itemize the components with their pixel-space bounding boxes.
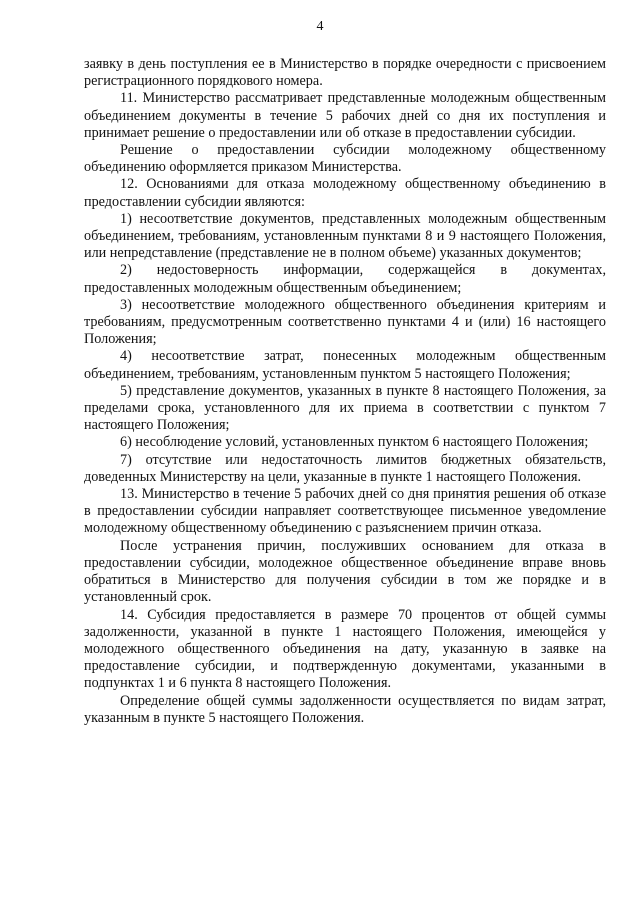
page-number: 4 xyxy=(316,19,324,34)
paragraph-item-13: 13. Министерство в течение 5 рабочих дней со дня принятия решения об отказе в предоставлении субсидии направляет соответствующее письменное уведомление молодежному общественному объединению с разъяснением причин отказа. xyxy=(84,486,606,537)
list-item-4: 4) несоответствие затрат, понесенных молодежным общественным объединением, требованиям, установленным пунктом 5 настоящего Положения; xyxy=(84,348,606,382)
paragraph-item-12: 12. Основаниями для отказа молодежному общественному объединению в предоставлении субсидии являются: xyxy=(84,176,606,210)
list-item-3: 3) несоответствие молодежного общественного объединения критериям и требованиям, предусмотренным соответственно пунктами 4 и (или) 16 настоящего Положения; xyxy=(84,296,606,348)
document-body xyxy=(84,56,606,727)
paragraph-continuation: заявку в день поступления ее в Министерство в порядке очередности с присвоением регистрационного порядкового номера. xyxy=(84,56,606,90)
paragraph-item-14: 14. Субсидия предоставляется в размере 70 процентов от общей суммы задолженности, указанной в пункте 1 настоящего Положения, имеющейся у молодежного общественного объединения на дату, указанную в заявке на предоставление субсидии, и подтвержденную документами, указанными в подпунктах 1 и 6 пункта 8 настоящего Положения. xyxy=(84,606,606,692)
paragraph-debt-definition: Определение общей суммы задолженности осуществляется по видам затрат, указанным в пункте 5 настоящего Положения. xyxy=(84,692,606,726)
list-item-6: 6) несоблюдение условий, установленных пунктом 6 настоящего Положения; xyxy=(120,434,589,451)
paragraph-reapply: После устранения причин, послуживших основанием для отказа в предоставлении субсидии, молодежное общественное объединение вправе вновь обратиться в Министерство для получения субсидии в том же порядке и в установленный срок. xyxy=(84,537,606,606)
list-item-5: 5) представление документов, указанных в пункте 8 настоящего Положения, за пределами срока, установленного для их приема в соответствии с пунктом 7 настоящего Положения; xyxy=(84,382,606,434)
list-item-1: 1) несоответствие документов, представленных молодежным общественным объединением, требованиям, установленным пунктами 8 и 9 настоящего Положения, или непредставление (представление не в полном объеме) указанных документов; xyxy=(84,210,606,262)
paragraph-decision: Решение о предоставлении субсидии молодежному общественному объединению оформляется приказом Министерства. xyxy=(84,142,606,176)
list-item-7: 7) отсутствие или недостаточность лимитов бюджетных обязательств, доведенных Министерству на цели, указанные в пункте 1 настоящего Положения. xyxy=(84,451,606,485)
paragraph-item-11: 11. Министерство рассматривает представленные молодежным общественным объединением документы в течение 5 рабочих дней со дня их поступления и принимает решение о предоставлении или об отказе в предоставлении субсидии. xyxy=(84,90,606,141)
list-item-2: 2) недостоверность информации, содержащейся в документах, предоставленных молодежным общественным объединением; xyxy=(84,262,606,296)
